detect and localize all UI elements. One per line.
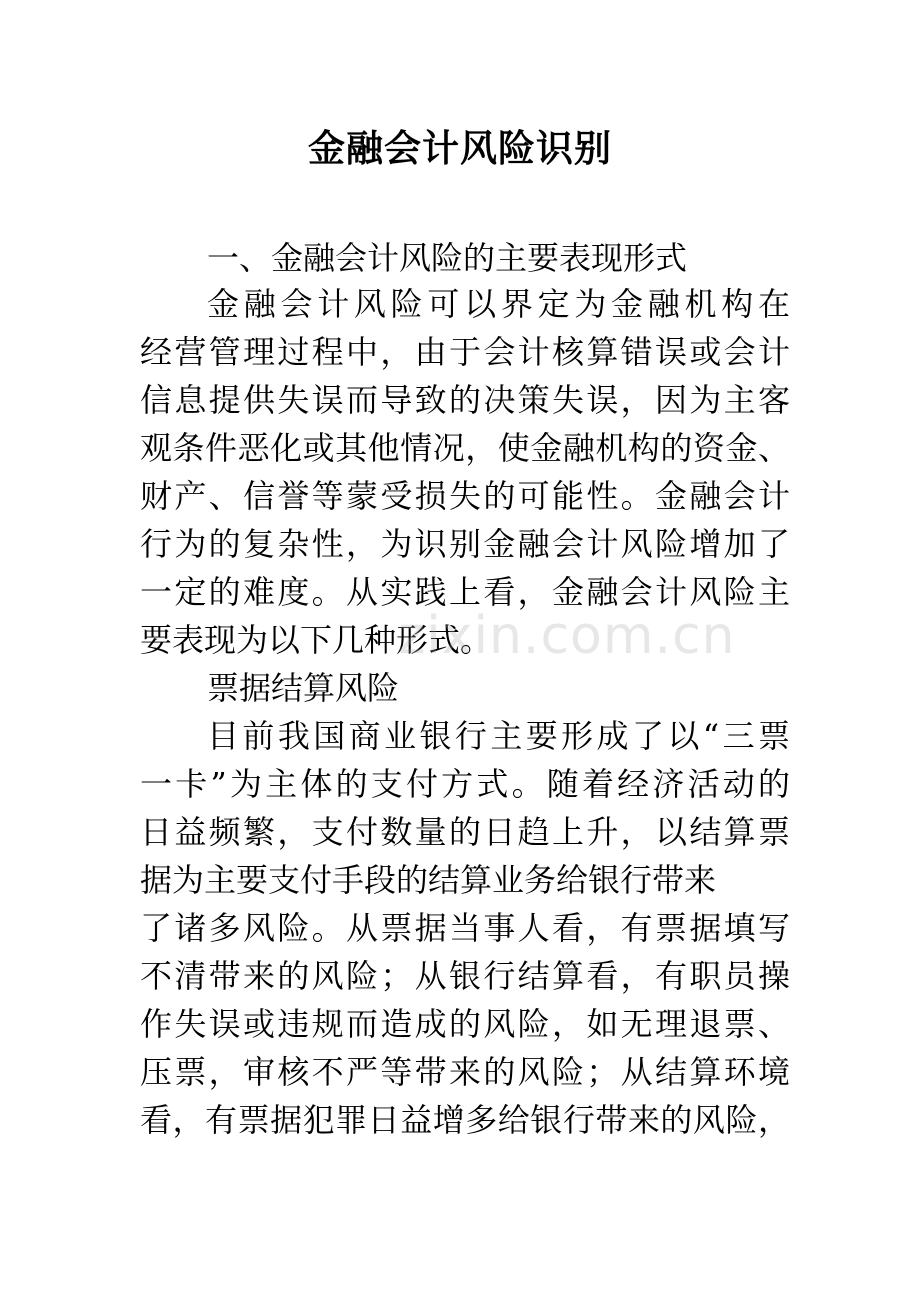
paragraph-line: 观条件恶化或其他情况，使金融机构的资金、 — [140, 429, 790, 467]
paragraph-line: 要表现为以下几种形式。 — [140, 621, 493, 659]
paragraph-line: 一定的难度。从实践上看，金融会计风险主 — [140, 573, 790, 611]
section-heading: 一、金融会计风险的主要表现形式 — [207, 239, 688, 277]
paragraph-line: 信息提供失误而导致的决策失误，因为主客 — [140, 381, 790, 419]
paragraph-line: 金融会计风险可以界定为金融机构在 — [207, 285, 790, 323]
paragraph-line: 行为的复杂性，为识别金融会计风险增加了 — [140, 525, 790, 563]
paragraph-line: 看，有票据犯罪日益增多给银行带来的风险， — [140, 1101, 790, 1139]
watermark: zixin.com.cn — [398, 606, 736, 666]
subsection-heading: 票据结算风险 — [207, 669, 400, 707]
paragraph-line: 压票，审核不严等带来的风险；从结算环境 — [140, 1053, 790, 1091]
document-title: 金融会计风险识别 — [308, 126, 612, 170]
paragraph-line: 一卡”为主体的支付方式。随着经济活动的 — [140, 765, 790, 803]
paragraph-line: 目前我国商业银行主要形成了以“三票 — [207, 717, 790, 755]
paragraph-line: 作失误或违规而造成的风险，如无理退票、 — [140, 1005, 790, 1043]
paragraph-line: 日益频繁，支付数量的日趋上升，以结算票 — [140, 813, 790, 851]
paragraph-line: 经营管理过程中，由于会计核算错误或会计 — [140, 333, 790, 371]
paragraph-line: 不清带来的风险；从银行结算看，有职员操 — [140, 957, 790, 995]
paragraph-line: 财产、信誉等蒙受损失的可能性。金融会计 — [140, 477, 790, 515]
paragraph-line: 据为主要支付手段的结算业务给银行带来 — [140, 861, 717, 899]
paragraph-line: 了诸多风险。从票据当事人看，有票据填写 — [140, 909, 790, 947]
